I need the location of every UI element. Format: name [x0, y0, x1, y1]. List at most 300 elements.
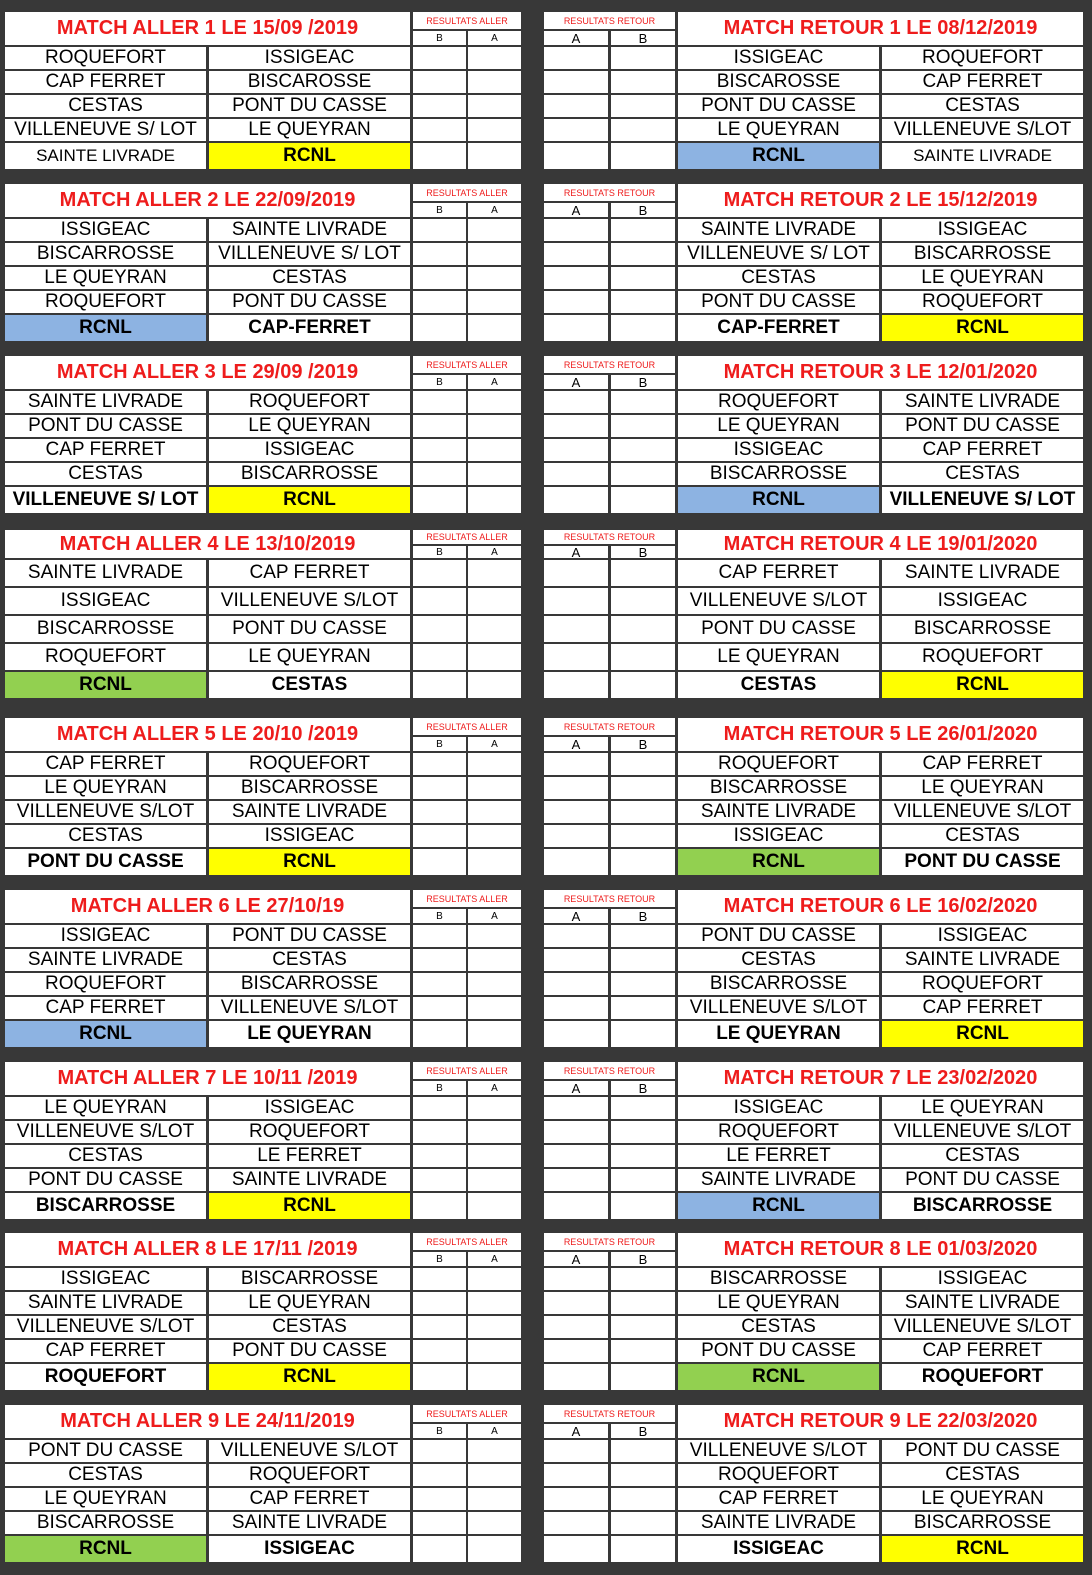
retour-home-team: ROQUEFORT [678, 1121, 879, 1143]
aller-away-team: RCNL [209, 1193, 410, 1219]
aller-score-a[interactable] [468, 588, 521, 614]
retour-title: MATCH RETOUR 1 LE 08/12/2019 [678, 12, 1083, 45]
aller-score-a[interactable] [468, 1121, 521, 1143]
aller-away-team: VILLENEUVE S/LOT [209, 997, 410, 1019]
retour-score-a[interactable] [544, 1340, 608, 1362]
aller-away-team: VILLENEUVE S/LOT [209, 1440, 410, 1462]
retour-away-team: VILLENEUVE S/LOT [882, 801, 1083, 823]
aller-score-a[interactable] [468, 47, 521, 69]
aller-score-b[interactable] [413, 777, 466, 799]
aller-score-a[interactable] [468, 243, 521, 265]
retour-score-b[interactable] [611, 119, 675, 141]
retour-away-team: LE QUEYRAN [882, 777, 1083, 799]
aller-score-a[interactable] [468, 825, 521, 847]
retour-score-b[interactable] [611, 1440, 675, 1462]
aller-score-a[interactable] [468, 1364, 521, 1390]
aller-home-team: ISSIGEAC [5, 1268, 206, 1290]
retour-score-a[interactable] [544, 588, 608, 614]
aller-score-b[interactable] [413, 1340, 466, 1362]
retour-score-a[interactable] [544, 1268, 608, 1290]
aller-away-team: CESTAS [209, 949, 410, 971]
aller-home-team: LE QUEYRAN [5, 1097, 206, 1119]
aller-score-b[interactable] [413, 47, 466, 69]
aller-away-team: PONT DU CASSE [209, 616, 410, 642]
aller-score-b[interactable] [413, 849, 466, 875]
retour-score-b[interactable] [611, 949, 675, 971]
retour-score-b[interactable] [611, 1121, 675, 1143]
aller-away-team: RCNL [209, 1364, 410, 1390]
aller-away-team: LE FERRET [209, 1145, 410, 1167]
aller-score-a[interactable] [468, 391, 521, 413]
aller-score-b[interactable] [413, 1488, 466, 1510]
aller-home-team: SAINTE LIVRADE [5, 1292, 206, 1314]
retour-score-b[interactable] [611, 1021, 675, 1047]
aller-score-b[interactable] [413, 973, 466, 995]
aller-score-a[interactable] [468, 1292, 521, 1314]
aller-score-b[interactable] [413, 71, 466, 93]
aller-score-b[interactable] [413, 616, 466, 642]
aller-score-b[interactable] [413, 463, 466, 485]
aller-score-a[interactable] [468, 219, 521, 241]
retour-score-a[interactable] [544, 1364, 608, 1390]
results-retour-header: RESULTATS RETOUR [544, 530, 675, 544]
retour-score-a[interactable] [544, 1097, 608, 1119]
aller-score-b[interactable] [413, 267, 466, 289]
aller-score-a[interactable] [468, 463, 521, 485]
aller-away-team: CESTAS [209, 1316, 410, 1338]
results-retour-header: RESULTATS RETOUR [544, 356, 675, 373]
aller-score-b[interactable] [413, 588, 466, 614]
retour-away-team: ISSIGEAC [882, 219, 1083, 241]
aller-score-a[interactable] [468, 315, 521, 341]
retour-away-team: BISCARROSSE [882, 1512, 1083, 1534]
retour-away-team: SAINTE LIVRADE [882, 1292, 1083, 1314]
aller-score-b[interactable] [413, 119, 466, 141]
aller-home-team: RCNL [5, 1021, 206, 1047]
aller-score-a[interactable] [468, 143, 521, 169]
aller-score-a[interactable] [468, 1536, 521, 1562]
retour-score-a[interactable] [544, 616, 608, 642]
aller-score-a[interactable] [468, 616, 521, 642]
retour-score-a[interactable] [544, 849, 608, 875]
retour-score-a[interactable] [544, 777, 608, 799]
aller-score-a[interactable] [468, 1021, 521, 1047]
retour-score-b[interactable] [611, 616, 675, 642]
aller-score-a[interactable] [468, 95, 521, 117]
aller-col-b: B [413, 203, 466, 217]
retour-score-b[interactable] [611, 588, 675, 614]
aller-score-a[interactable] [468, 487, 521, 513]
retour-score-a[interactable] [544, 949, 608, 971]
retour-score-b[interactable] [611, 1169, 675, 1191]
aller-score-b[interactable] [413, 291, 466, 313]
retour-home-team: ROQUEFORT [678, 753, 879, 775]
retour-score-b[interactable] [611, 95, 675, 117]
retour-score-b[interactable] [611, 219, 675, 241]
retour-score-b[interactable] [611, 777, 675, 799]
retour-col-b: B [611, 546, 675, 558]
retour-home-team: CESTAS [678, 1316, 879, 1338]
aller-score-b[interactable] [413, 1193, 466, 1219]
aller-home-team: CAP FERRET [5, 71, 206, 93]
retour-title: MATCH RETOUR 3 LE 12/01/2020 [678, 356, 1083, 389]
aller-score-b[interactable] [413, 1268, 466, 1290]
retour-home-team: BISCARROSSE [678, 973, 879, 995]
aller-away-team: ISSIGEAC [209, 439, 410, 461]
retour-col-a: A [544, 737, 608, 751]
aller-score-b[interactable] [413, 1512, 466, 1534]
aller-home-team: LE QUEYRAN [5, 1488, 206, 1510]
aller-home-team: VILLENEUVE S/LOT [5, 1121, 206, 1143]
retour-score-a[interactable] [544, 267, 608, 289]
retour-away-team: CAP FERRET [882, 997, 1083, 1019]
retour-score-a[interactable] [544, 560, 608, 586]
aller-score-a[interactable] [468, 1512, 521, 1534]
aller-home-team: CESTAS [5, 463, 206, 485]
retour-home-team: SAINTE LIVRADE [678, 801, 879, 823]
retour-away-team: CAP FERRET [882, 753, 1083, 775]
retour-col-b: B [611, 375, 675, 389]
aller-score-a[interactable] [468, 1316, 521, 1338]
aller-score-b[interactable] [413, 1121, 466, 1143]
retour-title: MATCH RETOUR 9 LE 22/03/2020 [678, 1405, 1083, 1438]
aller-away-team: BISCAROSSE [209, 71, 410, 93]
aller-title: MATCH ALLER 6 LE 27/10/19 [5, 890, 410, 923]
aller-score-b[interactable] [413, 997, 466, 1019]
aller-home-team: VILLENEUVE S/LOT [5, 801, 206, 823]
retour-score-a[interactable] [544, 1512, 608, 1534]
retour-home-team: VILLENEUVE S/LOT [678, 588, 879, 614]
retour-score-b[interactable] [611, 1536, 675, 1562]
retour-score-a[interactable] [544, 1536, 608, 1562]
retour-away-team: VILLENEUVE S/LOT [882, 1121, 1083, 1143]
retour-score-a[interactable] [544, 47, 608, 69]
aller-home-team: CESTAS [5, 1464, 206, 1486]
aller-score-b[interactable] [413, 439, 466, 461]
retour-score-a[interactable] [544, 291, 608, 313]
aller-away-team: ROQUEFORT [209, 391, 410, 413]
aller-home-team: LE QUEYRAN [5, 777, 206, 799]
aller-col-a: A [468, 546, 521, 558]
retour-away-team: ROQUEFORT [882, 973, 1083, 995]
retour-score-a[interactable] [544, 1316, 608, 1338]
retour-score-a[interactable] [544, 391, 608, 413]
retour-away-team: PONT DU CASSE [882, 415, 1083, 437]
retour-score-a[interactable] [544, 1169, 608, 1191]
aller-score-a[interactable] [468, 291, 521, 313]
retour-score-b[interactable] [611, 560, 675, 586]
retour-score-a[interactable] [544, 219, 608, 241]
aller-col-b: B [413, 1252, 466, 1266]
aller-score-b[interactable] [413, 801, 466, 823]
retour-away-team: CAP FERRET [882, 71, 1083, 93]
retour-score-a[interactable] [544, 119, 608, 141]
retour-score-b[interactable] [611, 143, 675, 169]
aller-score-b[interactable] [413, 1440, 466, 1462]
aller-col-a: A [468, 31, 521, 45]
retour-score-a[interactable] [544, 1488, 608, 1510]
retour-score-a[interactable] [544, 753, 608, 775]
retour-score-a[interactable] [544, 71, 608, 93]
retour-score-a[interactable] [544, 1021, 608, 1047]
aller-score-b[interactable] [413, 753, 466, 775]
retour-col-a: A [544, 1424, 608, 1438]
aller-away-team: PONT DU CASSE [209, 1340, 410, 1362]
aller-score-a[interactable] [468, 71, 521, 93]
results-aller-header: RESULTATS ALLER [413, 184, 521, 201]
retour-score-a[interactable] [544, 925, 608, 947]
aller-score-a[interactable] [468, 753, 521, 775]
retour-score-b[interactable] [611, 71, 675, 93]
aller-score-a[interactable] [468, 644, 521, 670]
retour-home-team: ISSIGEAC [678, 1097, 879, 1119]
aller-score-b[interactable] [413, 1292, 466, 1314]
retour-score-b[interactable] [611, 267, 675, 289]
aller-score-a[interactable] [468, 949, 521, 971]
retour-score-b[interactable] [611, 1364, 675, 1390]
retour-score-b[interactable] [611, 1316, 675, 1338]
aller-score-a[interactable] [468, 801, 521, 823]
aller-score-a[interactable] [468, 777, 521, 799]
retour-home-team: LE QUEYRAN [678, 1292, 879, 1314]
aller-away-team: PONT DU CASSE [209, 291, 410, 313]
aller-away-team: CESTAS [209, 267, 410, 289]
retour-score-b[interactable] [611, 801, 675, 823]
aller-home-team: PONT DU CASSE [5, 1169, 206, 1191]
aller-score-a[interactable] [468, 1268, 521, 1290]
retour-score-b[interactable] [611, 1340, 675, 1362]
retour-score-b[interactable] [611, 997, 675, 1019]
aller-score-a[interactable] [468, 1440, 521, 1462]
retour-home-team: CAP-FERRET [678, 315, 879, 341]
aller-score-b[interactable] [413, 1364, 466, 1390]
aller-score-a[interactable] [468, 973, 521, 995]
retour-score-a[interactable] [544, 1121, 608, 1143]
retour-score-a[interactable] [544, 997, 608, 1019]
results-retour-header: RESULTATS RETOUR [544, 718, 675, 735]
aller-away-team: CAP FERRET [209, 1488, 410, 1510]
aller-score-b[interactable] [413, 1097, 466, 1119]
retour-score-b[interactable] [611, 1512, 675, 1534]
retour-away-team: CESTAS [882, 1145, 1083, 1167]
retour-score-b[interactable] [611, 291, 675, 313]
aller-score-b[interactable] [413, 95, 466, 117]
aller-score-a[interactable] [468, 1169, 521, 1191]
aller-away-team: PONT DU CASSE [209, 95, 410, 117]
retour-score-a[interactable] [544, 1440, 608, 1462]
retour-score-b[interactable] [611, 1145, 675, 1167]
retour-col-b: B [611, 1081, 675, 1095]
retour-away-team: VILLENEUVE S/LOT [882, 119, 1083, 141]
aller-away-team: ISSIGEAC [209, 47, 410, 69]
aller-score-b[interactable] [413, 1021, 466, 1047]
retour-score-b[interactable] [611, 439, 675, 461]
retour-title: MATCH RETOUR 8 LE 01/03/2020 [678, 1233, 1083, 1266]
aller-score-a[interactable] [468, 925, 521, 947]
aller-score-a[interactable] [468, 1340, 521, 1362]
retour-away-team: RCNL [882, 672, 1083, 698]
aller-score-a[interactable] [468, 1488, 521, 1510]
retour-title: MATCH RETOUR 2 LE 15/12/2019 [678, 184, 1083, 217]
retour-score-b[interactable] [611, 463, 675, 485]
retour-score-b[interactable] [611, 849, 675, 875]
retour-score-b[interactable] [611, 1292, 675, 1314]
retour-away-team: ROQUEFORT [882, 47, 1083, 69]
results-aller-header: RESULTATS ALLER [413, 12, 521, 29]
aller-score-b[interactable] [413, 415, 466, 437]
retour-away-team: ISSIGEAC [882, 588, 1083, 614]
aller-score-b[interactable] [413, 949, 466, 971]
retour-home-team: ROQUEFORT [678, 391, 879, 413]
aller-col-b: B [413, 546, 466, 558]
retour-score-a[interactable] [544, 1145, 608, 1167]
retour-score-a[interactable] [544, 487, 608, 513]
aller-score-a[interactable] [468, 1145, 521, 1167]
aller-home-team: ISSIGEAC [5, 588, 206, 614]
aller-score-b[interactable] [413, 925, 466, 947]
retour-score-b[interactable] [611, 1488, 675, 1510]
aller-home-team: BISCARROSSE [5, 1512, 206, 1534]
retour-score-a[interactable] [544, 672, 608, 698]
aller-away-team: ISSIGEAC [209, 825, 410, 847]
aller-score-a[interactable] [468, 267, 521, 289]
results-aller-header: RESULTATS ALLER [413, 1062, 521, 1079]
retour-away-team: PONT DU CASSE [882, 849, 1083, 875]
retour-score-b[interactable] [611, 315, 675, 341]
aller-score-a[interactable] [468, 439, 521, 461]
aller-score-b[interactable] [413, 1536, 466, 1562]
retour-score-a[interactable] [544, 439, 608, 461]
aller-score-b[interactable] [413, 1145, 466, 1167]
results-aller-header: RESULTATS ALLER [413, 1233, 521, 1250]
aller-score-b[interactable] [413, 644, 466, 670]
aller-away-team: RCNL [209, 143, 410, 169]
aller-home-team: RCNL [5, 315, 206, 341]
aller-score-b[interactable] [413, 1169, 466, 1191]
aller-title: MATCH ALLER 9 LE 24/11/2019 [5, 1405, 410, 1438]
retour-home-team: ISSIGEAC [678, 47, 879, 69]
aller-away-team: RCNL [209, 849, 410, 875]
aller-score-b[interactable] [413, 1464, 466, 1486]
retour-score-a[interactable] [544, 801, 608, 823]
aller-score-b[interactable] [413, 672, 466, 698]
aller-score-b[interactable] [413, 243, 466, 265]
retour-score-b[interactable] [611, 1464, 675, 1486]
retour-away-team: CAP FERRET [882, 1340, 1083, 1362]
retour-away-team: CESTAS [882, 95, 1083, 117]
retour-score-a[interactable] [544, 644, 608, 670]
aller-home-team: RCNL [5, 672, 206, 698]
retour-score-a[interactable] [544, 143, 608, 169]
retour-home-team: CESTAS [678, 267, 879, 289]
aller-score-a[interactable] [468, 1193, 521, 1219]
retour-score-a[interactable] [544, 825, 608, 847]
aller-score-a[interactable] [468, 415, 521, 437]
aller-score-a[interactable] [468, 672, 521, 698]
retour-title: MATCH RETOUR 6 LE 16/02/2020 [678, 890, 1083, 923]
retour-score-a[interactable] [544, 973, 608, 995]
aller-score-a[interactable] [468, 1464, 521, 1486]
retour-score-a[interactable] [544, 315, 608, 341]
retour-score-b[interactable] [611, 243, 675, 265]
retour-score-a[interactable] [544, 1464, 608, 1486]
aller-home-team: BISCARROSSE [5, 1193, 206, 1219]
retour-score-b[interactable] [611, 47, 675, 69]
aller-score-a[interactable] [468, 997, 521, 1019]
aller-score-b[interactable] [413, 143, 466, 169]
retour-home-team: RCNL [678, 849, 879, 875]
aller-score-b[interactable] [413, 391, 466, 413]
aller-score-a[interactable] [468, 119, 521, 141]
retour-score-a[interactable] [544, 415, 608, 437]
aller-home-team: ISSIGEAC [5, 219, 206, 241]
retour-score-b[interactable] [611, 825, 675, 847]
retour-score-a[interactable] [544, 95, 608, 117]
retour-score-b[interactable] [611, 925, 675, 947]
retour-home-team: PONT DU CASSE [678, 616, 879, 642]
aller-home-team: ROQUEFORT [5, 973, 206, 995]
aller-away-team: ISSIGEAC [209, 1097, 410, 1119]
retour-score-b[interactable] [611, 973, 675, 995]
aller-score-b[interactable] [413, 315, 466, 341]
retour-home-team: VILLENEUVE S/LOT [678, 1440, 879, 1462]
aller-score-a[interactable] [468, 560, 521, 586]
aller-home-team: CAP FERRET [5, 439, 206, 461]
aller-score-a[interactable] [468, 849, 521, 875]
aller-score-b[interactable] [413, 1316, 466, 1338]
retour-away-team: RCNL [882, 1536, 1083, 1562]
aller-away-team: SAINTE LIVRADE [209, 1512, 410, 1534]
aller-score-b[interactable] [413, 560, 466, 586]
retour-home-team: VILLENEUVE S/ LOT [678, 243, 879, 265]
aller-score-a[interactable] [468, 1097, 521, 1119]
retour-score-b[interactable] [611, 1097, 675, 1119]
aller-home-team: SAINTE LIVRADE [5, 560, 206, 586]
retour-score-b[interactable] [611, 644, 675, 670]
aller-score-b[interactable] [413, 219, 466, 241]
aller-title: MATCH ALLER 8 LE 17/11 /2019 [5, 1233, 410, 1266]
retour-score-a[interactable] [544, 1292, 608, 1314]
aller-away-team: BISCARROSSE [209, 463, 410, 485]
retour-score-b[interactable] [611, 415, 675, 437]
retour-home-team: ISSIGEAC [678, 439, 879, 461]
retour-score-a[interactable] [544, 1193, 608, 1219]
aller-away-team: PONT DU CASSE [209, 925, 410, 947]
retour-score-a[interactable] [544, 243, 608, 265]
retour-away-team: ISSIGEAC [882, 1268, 1083, 1290]
retour-score-b[interactable] [611, 672, 675, 698]
aller-score-b[interactable] [413, 825, 466, 847]
retour-score-b[interactable] [611, 487, 675, 513]
aller-away-team: SAINTE LIVRADE [209, 801, 410, 823]
aller-score-b[interactable] [413, 487, 466, 513]
aller-home-team: CESTAS [5, 95, 206, 117]
aller-col-b: B [413, 909, 466, 923]
retour-col-b: B [611, 909, 675, 923]
retour-score-a[interactable] [544, 463, 608, 485]
aller-home-team: CAP FERRET [5, 1340, 206, 1362]
retour-away-team: CESTAS [882, 463, 1083, 485]
retour-title: MATCH RETOUR 7 LE 23/02/2020 [678, 1062, 1083, 1095]
retour-home-team: BISCARROSSE [678, 777, 879, 799]
retour-score-b[interactable] [611, 1193, 675, 1219]
retour-score-b[interactable] [611, 1268, 675, 1290]
retour-away-team: BISCARROSSE [882, 243, 1083, 265]
retour-score-b[interactable] [611, 391, 675, 413]
retour-score-b[interactable] [611, 753, 675, 775]
aller-col-a: A [468, 203, 521, 217]
results-aller-header: RESULTATS ALLER [413, 718, 521, 735]
